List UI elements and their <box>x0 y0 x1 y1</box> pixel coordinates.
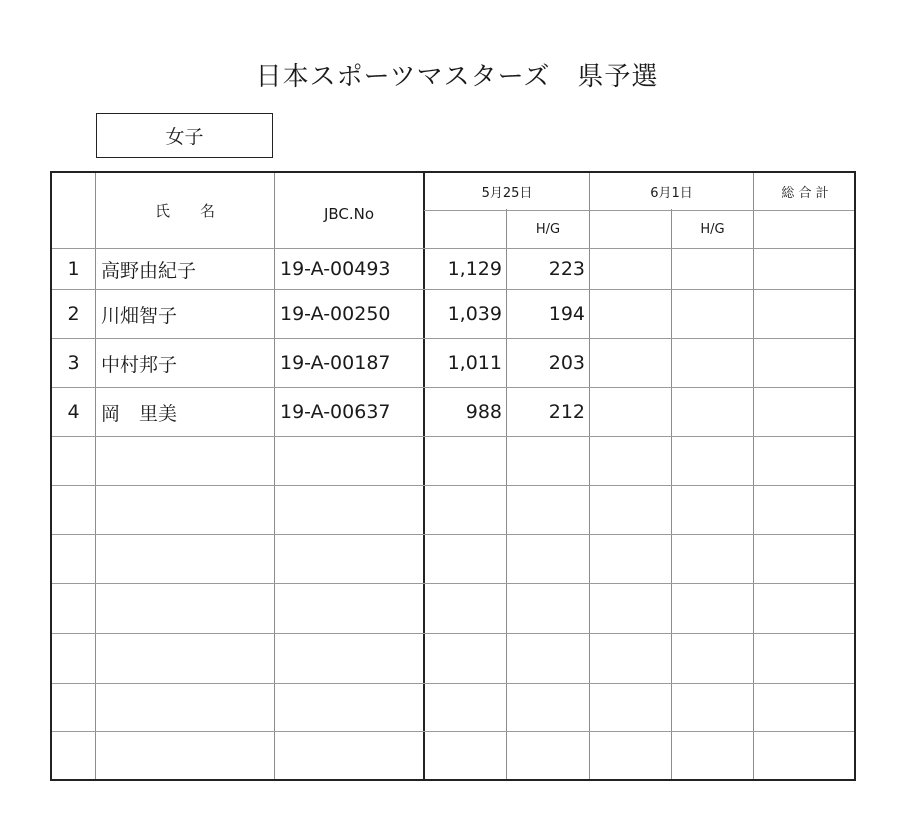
player-name: 岡 里美 <box>101 402 178 425</box>
day1-total: 988 <box>465 401 502 423</box>
col-divider-day1 <box>589 173 590 779</box>
row-line <box>52 485 854 486</box>
day1-high-game: 223 <box>548 258 585 280</box>
day1-high-game: 194 <box>548 303 585 325</box>
rank-cell: 1 <box>67 258 80 280</box>
rank-cell: 4 <box>67 401 80 423</box>
row-line <box>52 534 854 535</box>
jbc-number: 19-A-00637 <box>280 401 391 423</box>
header-jbc: JBC.No <box>323 205 375 223</box>
header-day2-hg: H/G <box>700 222 725 237</box>
header-split-line <box>424 210 854 211</box>
row-line <box>52 731 854 732</box>
row-line <box>52 633 854 634</box>
rank-cell: 3 <box>67 352 80 374</box>
row-line <box>52 583 854 584</box>
category-label <box>96 113 273 158</box>
player-name: 川畑智子 <box>101 304 178 327</box>
day1-total: 1,039 <box>447 303 502 325</box>
rank-cell: 2 <box>67 303 80 325</box>
header-day1: 5月25日 <box>481 186 533 201</box>
header-day2: 6月1日 <box>650 186 693 201</box>
day1-total: 1,011 <box>447 352 502 374</box>
day1-total: 1,129 <box>447 258 502 280</box>
col-divider-day2-inner <box>671 209 672 779</box>
row-line <box>52 436 854 437</box>
header-day1-hg: H/G <box>535 222 561 237</box>
player-name: 中村邦子 <box>101 353 178 376</box>
col-divider-day2 <box>753 173 754 779</box>
player-name: 高野由紀子 <box>101 259 197 282</box>
page-title: 日本スポーツマスターズ 県予選 <box>255 62 659 92</box>
day1-high-game: 203 <box>548 352 585 374</box>
results-table <box>50 171 856 781</box>
category-text: 女子 <box>165 126 204 148</box>
header-total: 総 合 計 <box>781 186 829 201</box>
row-line <box>52 683 854 684</box>
day1-high-game: 212 <box>548 401 585 423</box>
header-name: 氏 名 <box>154 201 215 220</box>
jbc-number: 19-A-00493 <box>280 258 391 280</box>
jbc-number: 19-A-00250 <box>280 303 391 325</box>
col-divider-rank <box>95 173 96 779</box>
col-divider-name <box>274 173 275 779</box>
jbc-number: 19-A-00187 <box>280 352 391 374</box>
